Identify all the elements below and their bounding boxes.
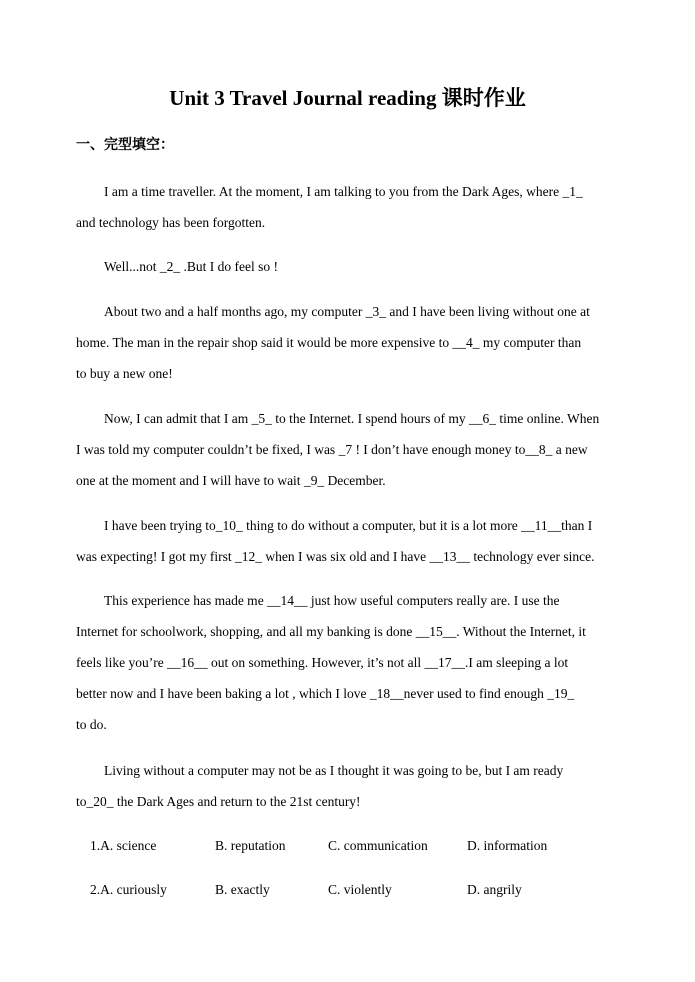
- question-1-option-b: B. reputation: [215, 838, 286, 853]
- passage-paragraph-4: [76, 403, 636, 496]
- question-2-option-b: B. exactly: [215, 882, 270, 897]
- passage-line: Living without a computer may not be as I thought it was going to be, but I am ready: [104, 763, 564, 778]
- passage-line: About two and a half months ago, my computer _3_ and I have been living without one at: [104, 304, 590, 319]
- section-heading-cloze: 一、完型填空：: [76, 138, 174, 153]
- passage-line: to buy a new one!: [76, 366, 173, 381]
- question-1-option-a: 1.A. science: [90, 838, 157, 853]
- question-1-option-d: D. information: [467, 838, 548, 853]
- passage-paragraph-5: [76, 510, 636, 572]
- passage-line: home. The man in the repair shop said it would be more expensive to __4_ my computer than: [76, 335, 582, 350]
- passage-paragraph-3: [76, 296, 636, 389]
- passage-line: I was told my computer couldn’t be fixed, I was _7 ! I don’t have enough money to__8_ a new: [76, 442, 588, 457]
- passage-line: I am a time traveller. At the moment, I am talking to you from the Dark Ages, where _1_: [104, 184, 583, 199]
- passage-line: to do.: [76, 717, 107, 732]
- passage-line: I have been trying to_10_ thing to do without a computer, but it is a lot more __11__than I: [104, 518, 593, 533]
- passage-line: Now, I can admit that I am _5_ to the Internet. I spend hours of my __6_ time online. When: [104, 411, 600, 426]
- passage-line: was expecting! I got my first _12_ when I was six old and I have __13__ technology ever since.: [76, 549, 595, 564]
- passage-line: and technology has been forgotten.: [76, 215, 266, 230]
- passage-line: Internet for schoolwork, shopping, and all my banking is done __15__. Without the Internet, it: [76, 624, 586, 639]
- question-2-option-d: D. angrily: [467, 882, 522, 897]
- question-2-option-a: 2.A. curiously: [90, 882, 167, 897]
- passage-line: one at the moment and I will have to wait _9_ December.: [76, 473, 386, 488]
- passage-line: This experience has made me __14__ just how useful computers really are. I use the: [104, 593, 560, 608]
- question-2-options: [90, 880, 650, 900]
- question-1-option-c: C. communication: [328, 838, 428, 853]
- passage-line: to_20_ the Dark Ages and return to the 21st century!: [76, 794, 361, 809]
- passage-paragraph-7: [76, 755, 636, 817]
- passage-line: feels like you’re __16__ out on something. However, it’s not all __17__.I am sleeping a lot: [76, 655, 569, 670]
- document-title: Unit 3 Travel Journal reading 课时作业: [169, 86, 526, 110]
- passage-paragraph-6: [76, 585, 636, 740]
- question-1-options: [90, 836, 650, 856]
- passage-paragraph-2: [76, 251, 636, 282]
- passage-line: Well...not _2_ .But I do feel so !: [104, 259, 279, 274]
- passage-paragraph-1: [76, 176, 636, 238]
- question-2-option-c: C. violently: [328, 882, 392, 897]
- passage-line: better now and I have been baking a lot , which I love _18__never used to find enough _19_: [76, 686, 575, 701]
